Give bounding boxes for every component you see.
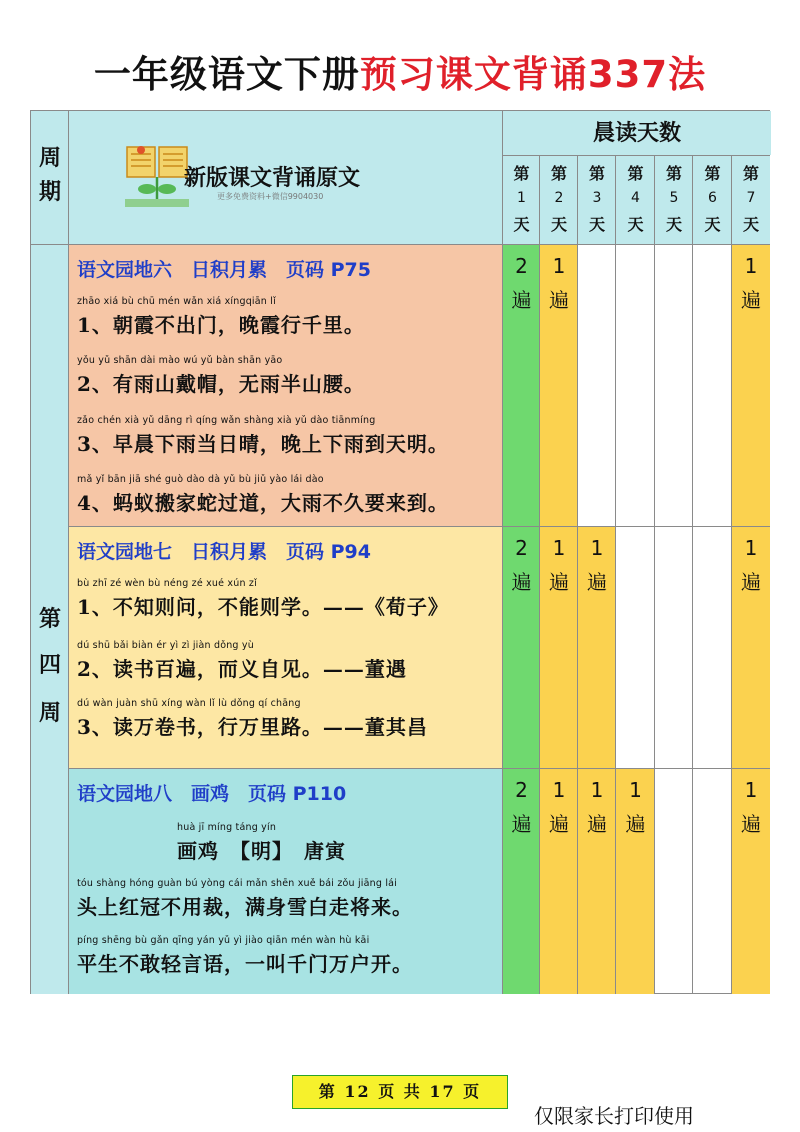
week-header-label: 周期: [39, 145, 62, 205]
day-header-1: [503, 155, 540, 244]
count-unit: 遍: [741, 812, 761, 836]
pinyin-text: dú wàn juàn shū xíng wàn lǐ lù dǒng qí chāng: [77, 698, 301, 709]
count-number: 2: [515, 536, 528, 560]
grid-line: [502, 155, 770, 156]
count-unit: 遍: [587, 812, 607, 836]
count-cell: [540, 778, 578, 837]
count-unit: 遍: [511, 288, 532, 312]
count-cell: [503, 536, 540, 595]
day-header-num: 2: [554, 190, 564, 206]
week-label-char: 第: [38, 606, 61, 632]
day-header-3: [578, 155, 616, 244]
section-garden-6: [69, 244, 503, 526]
day-header-top: 第: [704, 164, 721, 183]
count-number: 1: [629, 778, 642, 802]
count-number: 1: [552, 536, 566, 560]
count-cell: [655, 254, 693, 260]
hanzi-text: 3、读万卷书，行万里路。——董其昌: [77, 715, 428, 739]
hanzi-text: 1、朝霞不出门，晚霞行千里。: [77, 313, 365, 337]
count-cell: [540, 254, 578, 313]
count-cell: [503, 254, 540, 313]
count-cell: [732, 778, 770, 837]
grid-line: [731, 155, 732, 994]
grid-line: [539, 155, 540, 994]
count-number: 1: [744, 536, 758, 560]
day-7-column: [732, 244, 770, 994]
day-header-6: [693, 155, 732, 244]
book-plant-icon: [125, 141, 189, 207]
count-unit: 遍: [511, 812, 532, 836]
count-cell: [578, 254, 616, 260]
count-number: 1: [744, 254, 758, 278]
count-number: 2: [515, 778, 528, 802]
page-title: [0, 44, 800, 98]
grid-line: [577, 155, 578, 994]
count-cell: [540, 536, 578, 595]
count-cell: [503, 778, 540, 837]
pinyin-text: bù zhī zé wèn bù néng zé xué xún zǐ: [77, 578, 257, 589]
hanzi-text: 头上红冠不用裁，满身雪白走将来。: [77, 895, 413, 919]
count-unit: 遍: [625, 812, 646, 836]
day-1-column: [503, 244, 540, 994]
week-header-cell: [31, 111, 69, 244]
pinyin-text: tóu shàng hóng guàn bú yòng cái mǎn shēn xuě bái zǒu jiāng lái: [77, 878, 398, 889]
hanzi-text: 2、读书百遍，而义自见。——董遇: [77, 657, 407, 681]
day-header-bottom: 天: [627, 215, 644, 234]
day-header-5: [655, 155, 693, 244]
day-header-2: [540, 155, 578, 244]
reading-days-header: [503, 111, 771, 155]
day-header-num: 6: [708, 190, 717, 206]
pinyin-text: dú shū bǎi biàn ér yì zì jiàn dǒng yù: [77, 640, 254, 651]
section-title: 语文园地八 画鸡 页码 P110: [77, 783, 347, 805]
section-garden-8: [69, 768, 503, 994]
reading-days-label: 晨读天数: [592, 120, 681, 146]
day-header-4: [616, 155, 655, 244]
section-title: 语文园地七 日积月累 页码 P94: [77, 541, 371, 563]
hanzi-text: 4、蚂蚁搬家蛇过道，大雨不久要来到。: [77, 491, 449, 515]
count-cell: [578, 536, 616, 595]
count-cell: [616, 536, 655, 542]
count-unit: 遍: [549, 288, 569, 312]
day-header-bottom: 天: [513, 215, 530, 234]
grid-line: [31, 244, 770, 245]
count-cell: [578, 778, 616, 837]
count-number: 1: [552, 254, 566, 278]
day-2-column: [540, 244, 578, 994]
grid-line: [69, 526, 770, 527]
count-number: 2: [515, 254, 528, 278]
footer-note: 仅限家长打印使用: [534, 1104, 694, 1128]
day-header-num: 4: [631, 190, 640, 206]
hanzi-text: 3、早晨下雨当日晴，晚上下雨到天明。: [77, 432, 449, 456]
title-part-2: 预习课文背诵337法: [359, 53, 707, 96]
count-cell: [693, 254, 732, 260]
hanzi-text: 2、有雨山戴帽，无雨半山腰。: [77, 372, 365, 396]
grid-line: [654, 155, 655, 994]
day-header-top: 第: [588, 164, 605, 183]
grid-line: [69, 768, 770, 769]
count-unit: 遍: [511, 570, 532, 594]
count-number: 1: [552, 778, 566, 802]
day-header-num: 7: [746, 190, 756, 206]
day-header-bottom: 天: [704, 215, 721, 234]
day-header-num: 5: [669, 190, 679, 206]
day-3-column: [578, 526, 616, 994]
day-header-num: 3: [592, 190, 602, 206]
count-cell: [732, 254, 770, 313]
day-header-bottom: 天: [588, 215, 605, 234]
text-header-subtitle: 更多免费资料+微信9904030: [217, 192, 324, 201]
grid-line: [692, 155, 693, 994]
count-cell: [693, 536, 732, 542]
day-header-top: 第: [665, 164, 682, 183]
count-cell: [655, 536, 693, 542]
day-header-7: [732, 155, 770, 244]
count-cell: [616, 778, 655, 837]
count-number: 1: [744, 778, 758, 802]
text-header-cell: [69, 111, 503, 244]
week-label-cell: [31, 244, 69, 994]
count-unit: 遍: [741, 288, 761, 312]
pinyin-text: mǎ yǐ bān jiā shé guò dào dà yǔ bù jiǔ yào lái dào: [77, 474, 324, 485]
count-number: 1: [590, 536, 604, 560]
day-header-num: 1: [517, 190, 526, 206]
grid-line: [615, 155, 616, 994]
page-number-badge: 第 12 页 共 17 页: [292, 1075, 508, 1109]
count-cell: [655, 778, 693, 784]
count-unit: 遍: [549, 570, 569, 594]
poem-title-text: 画鸡 【明】 唐寅: [177, 839, 346, 863]
pinyin-text: zǎo chén xià yǔ dāng rì qíng wǎn shàng xià yǔ dào tiānmíng: [77, 415, 376, 426]
hanzi-text: 1、不知则问，不能则学。——《荀子》: [77, 595, 449, 619]
count-cell: [732, 536, 770, 595]
pinyin-text: yǒu yǔ shān dài mào wú yǔ bàn shān yāo: [77, 355, 283, 366]
count-unit: 遍: [741, 570, 761, 594]
count-unit: 遍: [549, 812, 569, 836]
recitation-table: [30, 110, 770, 994]
week-label-char: 四: [38, 652, 61, 678]
hanzi-text: 平生不敢轻言语，一叫千门万户开。: [77, 952, 413, 976]
day-header-bottom: 天: [665, 215, 682, 234]
count-cell: [693, 778, 732, 784]
pinyin-text: huà jī míng táng yín: [177, 822, 277, 833]
day-header-top: 第: [627, 164, 644, 183]
section-garden-7: [69, 526, 503, 768]
title-part-1: 一年级语文下册: [93, 53, 360, 96]
pinyin-text: píng shēng bù gǎn qīng yán yǔ yì jiào qiān mén wàn hù kāi: [77, 935, 370, 946]
day-header-top: 第: [550, 164, 567, 183]
week-label-char: 周: [38, 700, 61, 726]
pinyin-text: zhāo xiá bù chū mén wǎn xiá xíngqiān lǐ: [77, 296, 276, 307]
count-unit: 遍: [587, 570, 607, 594]
count-number: 1: [590, 778, 604, 802]
day-header-bottom: 天: [550, 215, 567, 234]
day-header-bottom: 天: [742, 215, 759, 234]
day-header-top: 第: [513, 164, 530, 183]
day-header-top: 第: [742, 164, 759, 183]
section-title: 语文园地六 日积月累 页码 P75: [77, 259, 371, 281]
count-cell: [616, 254, 655, 260]
text-header-title: 新版课文背诵原文: [184, 165, 361, 191]
